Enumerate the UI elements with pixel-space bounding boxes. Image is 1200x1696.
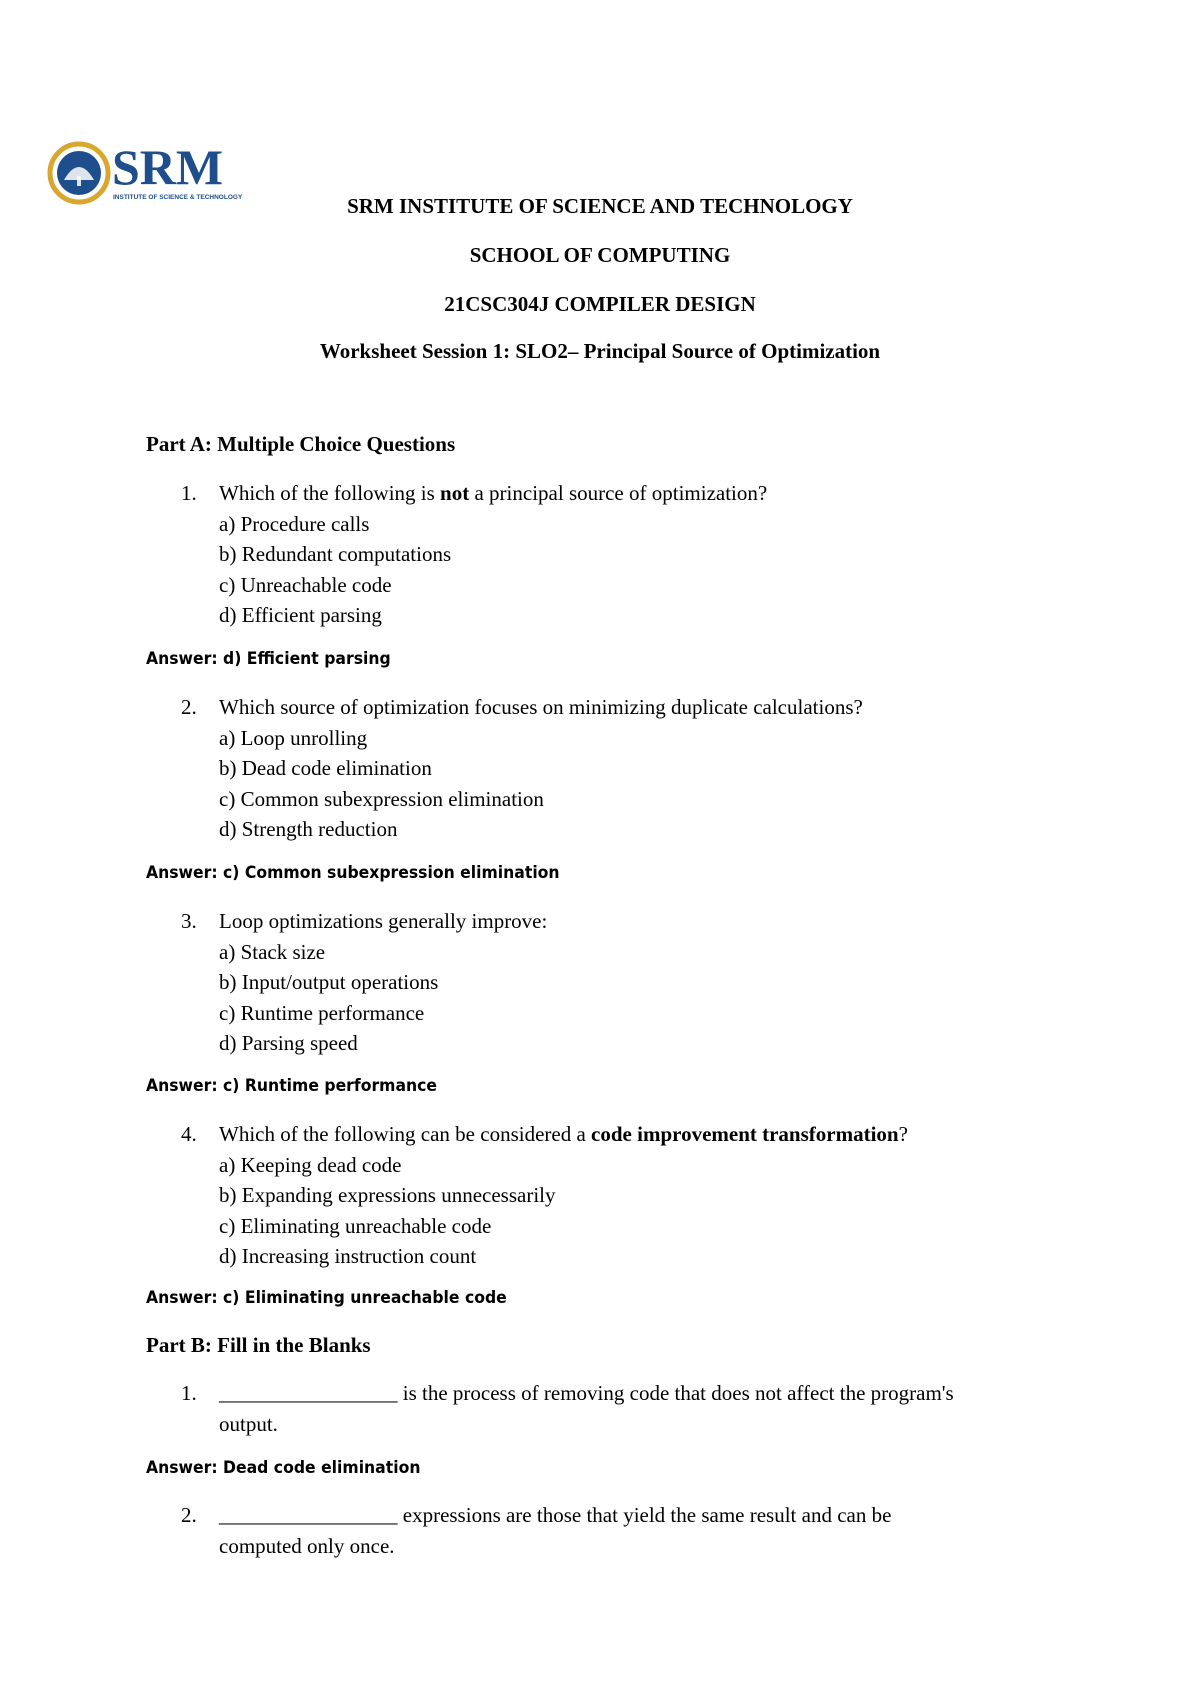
answer-3: Answer: c) Runtime performance [146, 1076, 438, 1096]
question-text: Which of the following can be considered a code improvement transformation? [219, 1122, 908, 1146]
course-title: 21CSC304J COMPILER DESIGN [444, 292, 756, 316]
question-2 [181, 692, 1081, 845]
fill-question-2 [181, 1500, 1081, 1561]
option-c: c) Common subexpression elimination [219, 786, 544, 811]
question-number: 1. [181, 1381, 197, 1405]
question-number: 4. [181, 1122, 197, 1146]
question-3 [181, 906, 1081, 1059]
answer-1: Answer: d) Efficient parsing [146, 649, 391, 669]
question-text-continued: output. [219, 1411, 278, 1436]
option-d: d) Strength reduction [219, 817, 398, 841]
question-number: 1. [181, 481, 197, 505]
school-title: SCHOOL OF COMPUTING [469, 243, 731, 267]
answer-4: Answer: c) Eliminating unreachable code [146, 1288, 507, 1308]
option-b: b) Expanding expressions unnecessarily [219, 1183, 556, 1207]
worksheet-title: Worksheet Session 1: SLO2– Principal Source of Optimization [319, 339, 881, 363]
question-text: Loop optimizations generally improve: [219, 909, 548, 933]
option-a: a) Loop unrolling [219, 725, 368, 750]
question-4 [181, 1119, 1081, 1272]
question-1 [181, 478, 1081, 631]
question-number: 2. [181, 1503, 197, 1527]
part-a-title: Part A: Multiple Choice Questions [146, 432, 456, 456]
fill-answer-1: Answer: Dead code elimination [146, 1458, 421, 1478]
question-number: 2. [181, 695, 197, 719]
option-a: a) Stack size [219, 939, 326, 964]
part-b-title: Part B: Fill in the Blanks [146, 1333, 371, 1357]
option-c: c) Unreachable code [219, 572, 392, 597]
option-d: d) Efficient parsing [219, 603, 382, 627]
option-b: b) Input/output operations [219, 970, 439, 994]
institute-title: SRM INSTITUTE OF SCIENCE AND TECHNOLOGY [347, 194, 853, 218]
logo-subtext: INSTITUTE OF SCIENCE & TECHNOLOGY [113, 194, 243, 201]
question-text: _________________ expressions are those that yield the same result and can be [219, 1503, 892, 1527]
option-a: a) Keeping dead code [219, 1152, 402, 1177]
logo-text: SRM [112, 140, 224, 195]
option-d: d) Parsing speed [219, 1031, 358, 1055]
option-c: c) Eliminating unreachable code [219, 1213, 492, 1238]
question-text: _________________ is the process of removing code that does not affect the program's [219, 1381, 954, 1405]
option-d: d) Increasing instruction count [219, 1244, 477, 1268]
option-c: c) Runtime performance [219, 1000, 425, 1025]
option-b: b) Redundant computations [219, 542, 452, 566]
question-number: 3. [181, 909, 197, 933]
answer-2: Answer: c) Common subexpression elimination [146, 863, 560, 883]
question-text-continued: computed only once. [219, 1533, 395, 1558]
fill-question-1 [181, 1378, 1081, 1439]
question-text: Which of the following is not a principal source of optimization? [219, 481, 768, 505]
option-a: a) Procedure calls [219, 511, 370, 536]
question-text: Which source of optimization focuses on minimizing duplicate calculations? [219, 695, 863, 719]
option-b: b) Dead code elimination [219, 756, 432, 780]
